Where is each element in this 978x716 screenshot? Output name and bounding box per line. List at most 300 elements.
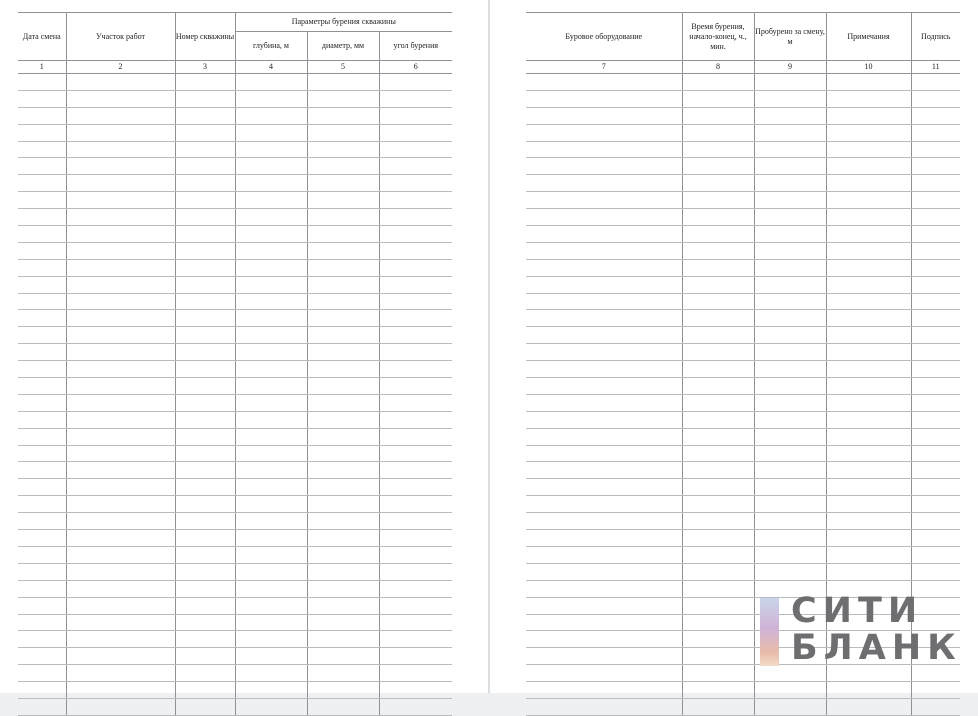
blank-cell[interactable] [66,276,175,293]
blank-cell[interactable] [66,310,175,327]
blank-cell[interactable] [379,259,452,276]
blank-cell[interactable] [307,158,379,175]
blank-cell[interactable] [307,74,379,91]
blank-cell[interactable] [307,242,379,259]
blank-cell[interactable] [307,141,379,158]
blank-cell[interactable] [379,226,452,243]
blank-cell[interactable] [682,445,754,462]
blank-cell[interactable] [379,428,452,445]
blank-cell[interactable] [307,428,379,445]
blank-cell[interactable] [826,563,911,580]
blank-cell[interactable] [66,192,175,209]
blank-cell[interactable] [235,192,307,209]
blank-cell[interactable] [175,141,235,158]
blank-cell[interactable] [682,344,754,361]
blank-cell[interactable] [66,327,175,344]
blank-cell[interactable] [235,462,307,479]
blank-cell[interactable] [307,698,379,715]
blank-cell[interactable] [175,614,235,631]
blank-cell[interactable] [826,698,911,715]
blank-cell[interactable] [175,546,235,563]
blank-cell[interactable] [18,563,66,580]
blank-cell[interactable] [66,74,175,91]
blank-cell[interactable] [379,242,452,259]
blank-cell[interactable] [175,276,235,293]
blank-cell[interactable] [379,530,452,547]
blank-cell[interactable] [826,107,911,124]
blank-cell[interactable] [826,242,911,259]
blank-cell[interactable] [682,361,754,378]
blank-cell[interactable] [526,648,682,665]
blank-cell[interactable] [307,361,379,378]
blank-cell[interactable] [235,428,307,445]
blank-cell[interactable] [682,563,754,580]
blank-cell[interactable] [911,698,960,715]
blank-cell[interactable] [682,158,754,175]
blank-cell[interactable] [682,394,754,411]
blank-cell[interactable] [235,580,307,597]
blank-cell[interactable] [826,530,911,547]
blank-cell[interactable] [235,631,307,648]
blank-cell[interactable] [379,648,452,665]
blank-cell[interactable] [911,276,960,293]
blank-cell[interactable] [66,496,175,513]
blank-cell[interactable] [526,378,682,395]
blank-cell[interactable] [911,141,960,158]
blank-cell[interactable] [235,394,307,411]
blank-cell[interactable] [307,310,379,327]
blank-cell[interactable] [235,209,307,226]
blank-cell[interactable] [682,293,754,310]
blank-cell[interactable] [18,682,66,699]
blank-cell[interactable] [379,90,452,107]
blank-cell[interactable] [66,698,175,715]
blank-cell[interactable] [826,276,911,293]
blank-cell[interactable] [175,124,235,141]
blank-cell[interactable] [526,682,682,699]
blank-cell[interactable] [175,631,235,648]
blank-cell[interactable] [18,445,66,462]
blank-cell[interactable] [235,445,307,462]
blank-cell[interactable] [911,90,960,107]
blank-cell[interactable] [66,682,175,699]
blank-cell[interactable] [307,530,379,547]
blank-cell[interactable] [754,192,826,209]
blank-cell[interactable] [682,496,754,513]
blank-cell[interactable] [18,513,66,530]
blank-cell[interactable] [526,445,682,462]
blank-cell[interactable] [307,462,379,479]
blank-cell[interactable] [526,192,682,209]
blank-cell[interactable] [379,563,452,580]
blank-cell[interactable] [175,107,235,124]
blank-cell[interactable] [66,614,175,631]
blank-cell[interactable] [826,394,911,411]
blank-cell[interactable] [826,124,911,141]
blank-cell[interactable] [66,158,175,175]
blank-cell[interactable] [307,665,379,682]
blank-cell[interactable] [235,563,307,580]
blank-cell[interactable] [175,226,235,243]
blank-cell[interactable] [175,394,235,411]
blank-cell[interactable] [911,107,960,124]
blank-cell[interactable] [682,546,754,563]
blank-cell[interactable] [18,411,66,428]
blank-cell[interactable] [235,682,307,699]
blank-cell[interactable] [66,530,175,547]
blank-cell[interactable] [754,563,826,580]
blank-cell[interactable] [66,597,175,614]
blank-cell[interactable] [18,90,66,107]
blank-cell[interactable] [379,378,452,395]
blank-cell[interactable] [682,107,754,124]
blank-cell[interactable] [235,530,307,547]
blank-cell[interactable] [379,327,452,344]
blank-cell[interactable] [307,226,379,243]
blank-cell[interactable] [175,445,235,462]
blank-cell[interactable] [826,513,911,530]
blank-cell[interactable] [826,259,911,276]
blank-cell[interactable] [379,665,452,682]
blank-cell[interactable] [911,682,960,699]
blank-cell[interactable] [175,479,235,496]
blank-cell[interactable] [175,293,235,310]
blank-cell[interactable] [826,74,911,91]
blank-cell[interactable] [235,479,307,496]
blank-cell[interactable] [379,597,452,614]
blank-cell[interactable] [175,175,235,192]
blank-cell[interactable] [235,513,307,530]
blank-cell[interactable] [307,546,379,563]
blank-cell[interactable] [911,513,960,530]
blank-cell[interactable] [175,361,235,378]
blank-cell[interactable] [235,665,307,682]
blank-cell[interactable] [175,496,235,513]
blank-cell[interactable] [754,546,826,563]
blank-cell[interactable] [526,665,682,682]
blank-cell[interactable] [379,209,452,226]
blank-cell[interactable] [175,310,235,327]
blank-cell[interactable] [175,665,235,682]
blank-cell[interactable] [379,580,452,597]
blank-cell[interactable] [175,597,235,614]
blank-cell[interactable] [682,90,754,107]
blank-cell[interactable] [18,378,66,395]
blank-cell[interactable] [526,698,682,715]
blank-cell[interactable] [307,378,379,395]
blank-cell[interactable] [682,411,754,428]
blank-cell[interactable] [66,648,175,665]
blank-cell[interactable] [175,74,235,91]
blank-cell[interactable] [66,462,175,479]
blank-cell[interactable] [754,242,826,259]
blank-cell[interactable] [307,445,379,462]
blank-cell[interactable] [911,242,960,259]
blank-cell[interactable] [526,411,682,428]
blank-cell[interactable] [911,293,960,310]
blank-cell[interactable] [307,580,379,597]
blank-cell[interactable] [379,107,452,124]
blank-cell[interactable] [66,344,175,361]
blank-cell[interactable] [754,378,826,395]
blank-cell[interactable] [379,74,452,91]
blank-cell[interactable] [307,124,379,141]
blank-cell[interactable] [175,90,235,107]
blank-cell[interactable] [307,411,379,428]
blank-cell[interactable] [307,479,379,496]
blank-cell[interactable] [682,242,754,259]
blank-cell[interactable] [307,90,379,107]
blank-cell[interactable] [754,293,826,310]
blank-cell[interactable] [379,361,452,378]
blank-cell[interactable] [18,209,66,226]
blank-cell[interactable] [754,175,826,192]
blank-cell[interactable] [307,209,379,226]
blank-cell[interactable] [175,242,235,259]
blank-cell[interactable] [18,124,66,141]
blank-cell[interactable] [379,614,452,631]
blank-cell[interactable] [66,242,175,259]
blank-cell[interactable] [754,310,826,327]
blank-cell[interactable] [235,259,307,276]
blank-cell[interactable] [18,614,66,631]
blank-cell[interactable] [526,107,682,124]
blank-cell[interactable] [18,361,66,378]
blank-cell[interactable] [526,361,682,378]
blank-cell[interactable] [754,445,826,462]
blank-cell[interactable] [682,479,754,496]
blank-cell[interactable] [235,74,307,91]
blank-cell[interactable] [307,344,379,361]
blank-cell[interactable] [18,597,66,614]
blank-cell[interactable] [754,90,826,107]
blank-cell[interactable] [526,158,682,175]
blank-cell[interactable] [307,648,379,665]
blank-cell[interactable] [682,141,754,158]
blank-cell[interactable] [526,141,682,158]
blank-cell[interactable] [826,175,911,192]
blank-cell[interactable] [175,682,235,699]
blank-cell[interactable] [235,378,307,395]
blank-cell[interactable] [754,124,826,141]
blank-cell[interactable] [18,462,66,479]
blank-cell[interactable] [18,158,66,175]
blank-cell[interactable] [307,614,379,631]
blank-cell[interactable] [18,631,66,648]
blank-cell[interactable] [379,158,452,175]
blank-cell[interactable] [526,597,682,614]
blank-cell[interactable] [235,361,307,378]
blank-cell[interactable] [682,226,754,243]
blank-cell[interactable] [526,310,682,327]
blank-cell[interactable] [911,428,960,445]
blank-cell[interactable] [18,107,66,124]
blank-cell[interactable] [526,124,682,141]
blank-cell[interactable] [911,259,960,276]
blank-cell[interactable] [235,698,307,715]
blank-cell[interactable] [826,361,911,378]
blank-cell[interactable] [379,513,452,530]
blank-cell[interactable] [526,563,682,580]
blank-cell[interactable] [526,90,682,107]
blank-cell[interactable] [911,462,960,479]
blank-cell[interactable] [754,158,826,175]
blank-cell[interactable] [682,665,754,682]
blank-cell[interactable] [526,293,682,310]
blank-cell[interactable] [682,428,754,445]
blank-cell[interactable] [175,192,235,209]
blank-cell[interactable] [175,378,235,395]
blank-cell[interactable] [526,74,682,91]
blank-cell[interactable] [754,107,826,124]
blank-cell[interactable] [175,648,235,665]
blank-cell[interactable] [235,141,307,158]
blank-cell[interactable] [66,563,175,580]
blank-cell[interactable] [911,192,960,209]
blank-cell[interactable] [379,479,452,496]
blank-cell[interactable] [66,378,175,395]
blank-cell[interactable] [754,209,826,226]
blank-cell[interactable] [826,479,911,496]
blank-cell[interactable] [18,192,66,209]
blank-cell[interactable] [18,530,66,547]
blank-cell[interactable] [66,90,175,107]
blank-cell[interactable] [18,546,66,563]
blank-cell[interactable] [66,445,175,462]
blank-cell[interactable] [826,411,911,428]
blank-cell[interactable] [379,445,452,462]
blank-cell[interactable] [379,394,452,411]
blank-cell[interactable] [18,479,66,496]
blank-cell[interactable] [682,378,754,395]
blank-cell[interactable] [911,496,960,513]
blank-cell[interactable] [682,631,754,648]
blank-cell[interactable] [379,141,452,158]
blank-cell[interactable] [175,462,235,479]
blank-cell[interactable] [235,648,307,665]
blank-cell[interactable] [18,327,66,344]
blank-cell[interactable] [307,597,379,614]
blank-cell[interactable] [307,276,379,293]
blank-cell[interactable] [18,175,66,192]
blank-cell[interactable] [826,310,911,327]
blank-cell[interactable] [911,378,960,395]
blank-cell[interactable] [911,361,960,378]
blank-cell[interactable] [911,226,960,243]
blank-cell[interactable] [379,310,452,327]
blank-cell[interactable] [826,428,911,445]
blank-cell[interactable] [754,344,826,361]
blank-cell[interactable] [66,293,175,310]
blank-cell[interactable] [175,530,235,547]
blank-cell[interactable] [526,344,682,361]
blank-cell[interactable] [911,479,960,496]
blank-cell[interactable] [18,428,66,445]
blank-cell[interactable] [682,682,754,699]
blank-cell[interactable] [826,90,911,107]
blank-cell[interactable] [754,496,826,513]
blank-cell[interactable] [911,563,960,580]
blank-cell[interactable] [18,648,66,665]
blank-cell[interactable] [826,158,911,175]
blank-cell[interactable] [754,74,826,91]
blank-cell[interactable] [911,310,960,327]
blank-cell[interactable] [307,259,379,276]
blank-cell[interactable] [18,276,66,293]
blank-cell[interactable] [66,394,175,411]
blank-cell[interactable] [526,226,682,243]
blank-cell[interactable] [754,513,826,530]
blank-cell[interactable] [18,293,66,310]
blank-cell[interactable] [911,74,960,91]
blank-cell[interactable] [682,648,754,665]
blank-cell[interactable] [235,411,307,428]
blank-cell[interactable] [379,682,452,699]
blank-cell[interactable] [235,614,307,631]
blank-cell[interactable] [526,479,682,496]
blank-cell[interactable] [526,242,682,259]
blank-cell[interactable] [754,428,826,445]
blank-cell[interactable] [754,276,826,293]
blank-cell[interactable] [379,631,452,648]
blank-cell[interactable] [307,107,379,124]
blank-cell[interactable] [66,546,175,563]
blank-cell[interactable] [175,563,235,580]
blank-cell[interactable] [175,158,235,175]
blank-cell[interactable] [754,530,826,547]
blank-cell[interactable] [826,344,911,361]
blank-cell[interactable] [682,698,754,715]
blank-cell[interactable] [682,614,754,631]
blank-cell[interactable] [526,580,682,597]
blank-cell[interactable] [175,209,235,226]
blank-cell[interactable] [307,192,379,209]
blank-cell[interactable] [18,141,66,158]
blank-cell[interactable] [526,546,682,563]
blank-cell[interactable] [754,226,826,243]
blank-cell[interactable] [18,665,66,682]
blank-cell[interactable] [18,394,66,411]
blank-cell[interactable] [754,327,826,344]
blank-cell[interactable] [682,192,754,209]
blank-cell[interactable] [682,175,754,192]
blank-cell[interactable] [66,175,175,192]
blank-cell[interactable] [682,74,754,91]
blank-cell[interactable] [66,124,175,141]
blank-cell[interactable] [307,563,379,580]
blank-cell[interactable] [682,209,754,226]
blank-cell[interactable] [379,496,452,513]
blank-cell[interactable] [175,327,235,344]
blank-cell[interactable] [307,293,379,310]
blank-cell[interactable] [682,513,754,530]
blank-cell[interactable] [175,580,235,597]
blank-cell[interactable] [754,698,826,715]
blank-cell[interactable] [307,327,379,344]
blank-cell[interactable] [826,378,911,395]
blank-cell[interactable] [826,327,911,344]
blank-cell[interactable] [379,344,452,361]
blank-cell[interactable] [379,462,452,479]
blank-cell[interactable] [66,107,175,124]
blank-cell[interactable] [379,546,452,563]
blank-cell[interactable] [379,175,452,192]
blank-cell[interactable] [235,597,307,614]
blank-cell[interactable] [18,310,66,327]
blank-cell[interactable] [175,698,235,715]
blank-cell[interactable] [175,259,235,276]
blank-cell[interactable] [18,74,66,91]
